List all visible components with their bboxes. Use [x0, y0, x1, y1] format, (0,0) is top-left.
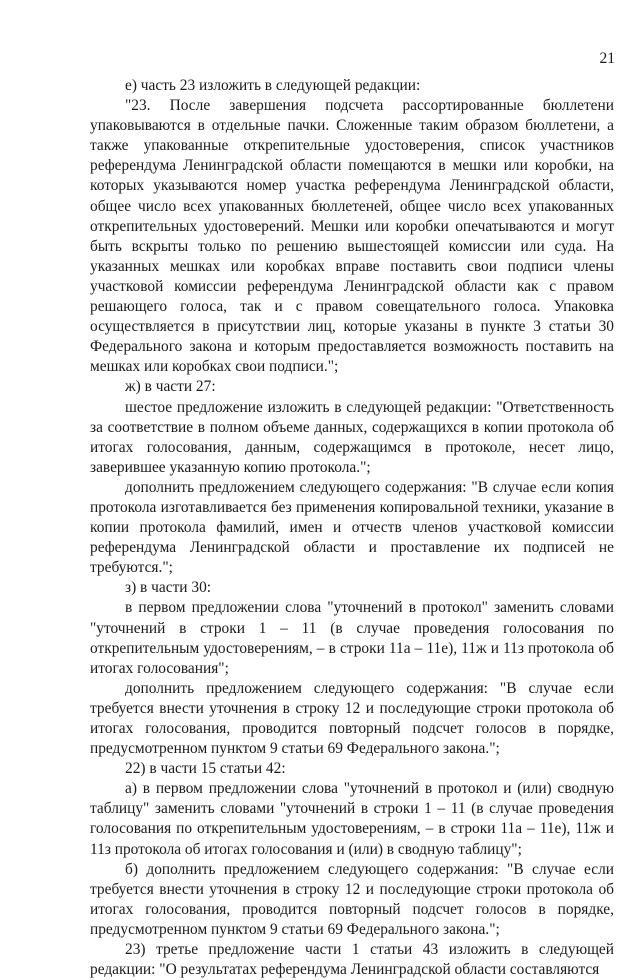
- paragraph: з) в части 30:: [125, 579, 212, 597]
- paragraph: 23) третье предложение части 1 статьи 43 изложить в следующей редакции: "О результатах референдума Ленинградской области составляются: [90, 941, 614, 979]
- paragraph: б) дополнить предложением следующего содержания: "В случае если требуется внести уточнения в строку 12 и последующие строки протокола об итогах голосования, проводится повторный подсчет голосов в порядке, предусмотренном пунктом 9 статьи 69 Федерального закона.";: [90, 860, 614, 938]
- paragraph: дополнить предложением следующего содержания: "В случае если копия протокола изготавливается без применения копировальной техники, указание в копии протокола фамилий, имен и отчеств членов участковой комиссии референдума Ленинградской области и проставление их подписей не требуются.";: [90, 478, 614, 577]
- paragraph: 22) в части 15 статьи 42:: [125, 760, 286, 778]
- paragraph: а) в первом предложении слова "уточнений в протокол и (или) сводную таблицу" заменить словами "уточнений в строки 1 – 11 (в случае проведения голосования по открепительным удостоверениям, – в строки 11а – 11е), 11ж и 11з протокола об итогах голосования и (или) в сводную таблицу";: [90, 780, 614, 858]
- paragraph: "23. После завершения подсчета рассортированные бюллетени упаковываются в отдельные пачки. Сложенные таким образом бюллетени, а также упакованные открепительные удостоверения, список участников референдума Ленинградской области помещаются в мешки или коробки, на которых указываются номер участка референдума Ленинградской области, общее число всех упакованных бюллетеней, общее число всех упакованных открепительных удостоверений. Мешки или коробки опечатываются и могут быть вскрыты только по решению вышестоящей комиссии или суда. На указанных мешках или коробках вправе поставить свои подписи члены участковой комиссии референдума Ленинградской области как с правом решающего голоса, так и с правом совещательного голоса. Упаковка осуществляется в присутствии лиц, которые указаны в пункте 3 статьи 30 Федерального закона и которым предоставляется возможность поставить на мешках или коробках свои подписи.";: [90, 97, 614, 376]
- paragraph: ж) в части 27:: [125, 378, 216, 396]
- paragraph: е) часть 23 изложить в следующей редакции:: [125, 77, 421, 94]
- paragraph: дополнить предложением следующего содержания: "В случае если требуется внести уточнения в строку 12 и последующие строки протокола об итогах голосования, проводится повторный подсчет голосов в порядке, предусмотренном пунктом 9 статьи 69 Федерального закона.";: [90, 679, 614, 758]
- document-body: [90, 76, 614, 980]
- paragraph: в первом предложении слова "уточнений в протокол" заменить словами "уточнений в строки 1 – 11 (в случае проведения голосования по открепительным удостоверениям, – в строки 11а – 11е), 11ж и 11з протокола об итогах голосования";: [90, 599, 614, 677]
- page-number: 21: [599, 50, 615, 67]
- paragraph: шестое предложение изложить в следующей редакции: "Ответственность за соответствие в полном объеме данных, содержащихся в копии протокола об итогах голосования, данным, содержащимся в протоколе, несет лицо, заверившее указанную копию протокола.";: [90, 398, 614, 476]
